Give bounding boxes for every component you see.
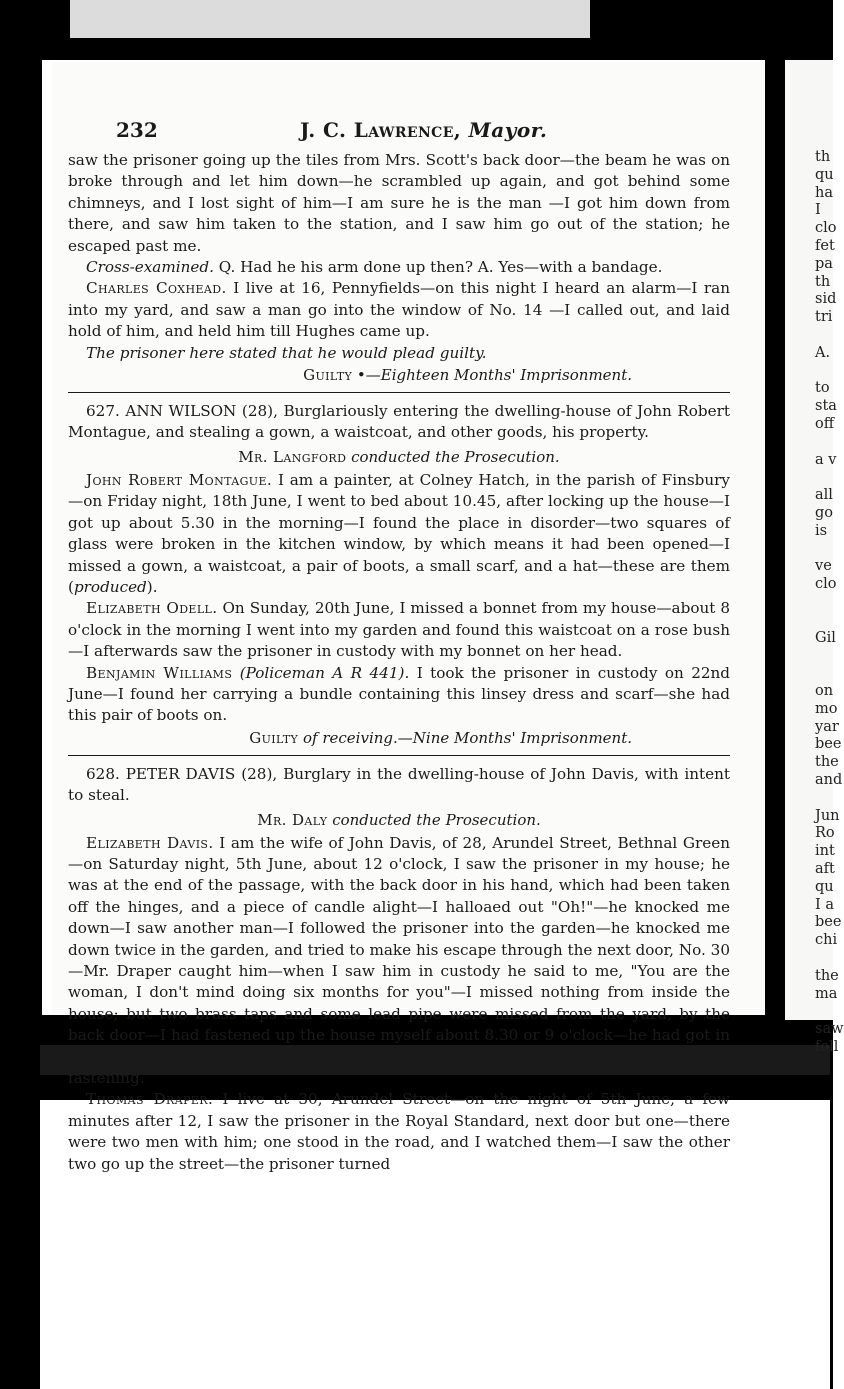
facing-page-fragment: A. — [815, 344, 831, 361]
facing-page-fragment: ve — [815, 558, 832, 575]
witness-text: I am the wife of John Davis, of 28, Arundel Street, Bethnal Green—on Saturday night, 5th June, about 12 o'clock, I saw the prisoner in my house; he was at the end of the passage, with the back door in his hand, which had been taken off the hinges, and a piece of candle alight—I halloaed out "Oh!"—he knocked me down—I saw another man—I followed the prisoner into the garden—he knocked me down twice in the garden, and tried to make his escape through the next door, No. 30—Mr. Draper caught him—when I saw him in custody he said to me, "You are the woman, I don't mind doing six months for you"—I missed nothing from inside the house; but two brass taps and some lead pipe were missed from the yard, by the back door—I had fastened up the house myself about 8.30 or 9 o'clock—he had got in by opening the kitchen window—I found that broken so that he could undo the fastening. — [68, 833, 730, 1088]
facing-page-fragment: Gil — [815, 629, 836, 646]
running-title-name: J. C. Lawrence, — [300, 118, 462, 142]
witness-name: Elizabeth Odell. — [86, 599, 218, 618]
facing-page-fragment: sid — [815, 291, 837, 308]
witness-montague — [68, 470, 730, 598]
case-628-heading: 628. PETER DAVIS (28), Burglary in the dwelling-house of John Davis, with intent to steal. — [68, 764, 730, 805]
facing-page-fragment: sta — [815, 398, 837, 415]
witness-text: I live at 16, Pennyfields—on this night I heard an alarm—I ran into my yard, and saw a man go into the window of No. 14 —I called out, and laid hold of him, and held him till Hughes came up. — [68, 279, 731, 341]
facing-page-fragment: qu — [815, 878, 834, 895]
verdict-word: Guilty — [303, 366, 353, 385]
facing-page-fragment: bee — [815, 914, 842, 931]
case-627-counsel — [68, 446, 730, 468]
verdict-word: Guilty — [249, 728, 299, 747]
witness-role: (Policeman A R 441). — [239, 663, 410, 682]
case-626-testimony: saw the prisoner going up the tiles from Mrs. Scott's back door—the beam he was on broke through and let him down—he scrambled up again, and got behind some chimneys, and I lost sight of him—I am sure he is the man —I got him down from there, and saw him taken to the station, and I saw him go out of the station; he escaped past me. — [68, 151, 730, 255]
witness-name: Thomas Draper. — [86, 1090, 214, 1109]
facing-page-fragment: clo — [815, 576, 837, 593]
verdict-626 — [68, 364, 730, 386]
counsel-role: conducted the Prosecution. — [332, 810, 541, 829]
witness-williams — [68, 663, 730, 727]
cross-examination — [68, 257, 730, 278]
facing-page-fragment: the — [815, 754, 839, 771]
witness-elizabeth-davis — [68, 833, 730, 1090]
verdict-627 — [68, 727, 730, 749]
facing-page-fragment: ma — [815, 985, 838, 1002]
case-divider — [68, 392, 730, 393]
facing-page-fragment: th — [815, 149, 831, 165]
witness-text: I live at 30, Arundel Street—on the night of 5th June, a few minutes after 12, I saw the prisoner in the Royal Standard, next door but one—there were two men with him; one stood in the road, and I watched them—I saw the other two go up the street—the prisoner turned — [68, 1090, 731, 1173]
counsel-name: Mr. Langford — [238, 447, 347, 466]
verdict-sentence: —Eighteen Months' Imprisonment. — [365, 366, 632, 385]
cross-label: Cross-examined. — [86, 258, 214, 277]
witness-name: Charles Coxhead. — [86, 279, 227, 298]
verdict-sentence: of receiving.—Nine Months' Imprisonment. — [303, 728, 632, 747]
facing-page-fragment: aft — [815, 861, 835, 877]
page-number: 232 — [116, 118, 158, 142]
facing-page-fragment: fet — [815, 238, 835, 254]
case-divider — [68, 755, 730, 756]
prisoner-statement — [68, 343, 730, 364]
statement-text: The prisoner here stated that he would plead guilty. — [86, 343, 487, 362]
facing-page-fragment: off — [815, 416, 835, 432]
facing-page-fragment: tri — [815, 309, 833, 326]
film-edge — [70, 0, 590, 38]
facing-page-fragment: th — [815, 273, 831, 290]
facing-page-fragment: is — [815, 522, 828, 539]
facing-page-fragment: chi — [815, 932, 838, 949]
facing-page-fragment: all — [815, 487, 833, 504]
facing-page-fragment: on — [815, 683, 834, 699]
facing-page-fragment: clo — [815, 220, 837, 237]
facing-page-fragment: ha — [815, 184, 833, 201]
facing-page-fragment: to — [815, 380, 830, 397]
counsel-name: Mr. Daly — [257, 810, 328, 829]
counsel-role: conducted the Prosecution. — [351, 447, 560, 466]
facing-page-fragment: bee — [815, 736, 842, 753]
witness-odell — [68, 598, 730, 662]
facing-page-fragment: go — [815, 505, 834, 521]
facing-page-fragment: saw — [815, 1021, 844, 1038]
facing-page-fragment: int — [815, 843, 835, 860]
case-628-counsel — [68, 809, 730, 831]
witness-text: I am a painter, at Colney Hatch, in the parish of Finsbury—on Friday night, 18th June, I went to bed about 10.45, after locking up the house—I got up about 5.30 in the morning—I found the place in disorder—two squares of glass were broken in the kitchen window, by which means it had been opened—I missed a gown, a waistcoat, a pair of boots, a small scarf, and a hat—these are them ( — [68, 470, 730, 596]
facing-page-fragment: and — [815, 772, 843, 788]
produced-note: produced — [73, 577, 147, 596]
running-head — [68, 108, 730, 150]
witness-text: On Sunday, 20th June, I missed a bonnet from my house—about 8 o'clock in the morning I went into my garden and found this waistcoat on a rose bush—I afterwards saw the prisoner in custody with my bonnet on her head. — [68, 599, 731, 661]
cross-text: Q. Had he his arm done up then? A. Yes—with a bandage. — [218, 258, 663, 277]
facing-page-fragment: Ro — [815, 825, 835, 842]
book-gutter — [765, 40, 785, 1040]
witness-name: John Robert Montague. — [86, 470, 273, 489]
verdict-mark: • — [356, 366, 366, 385]
facing-page-fragment: the — [815, 967, 839, 984]
witness-draper — [68, 1089, 730, 1175]
facing-page-fragment: mo — [815, 700, 838, 717]
running-title — [300, 118, 547, 142]
facing-page-fragment: foll — [815, 1039, 839, 1055]
witness-text-end: ). — [146, 577, 158, 596]
facing-page-fragment: I — [815, 202, 821, 219]
facing-page-fragment: pa — [815, 255, 833, 272]
facing-page — [785, 60, 844, 1055]
facing-page-fragment: qu — [815, 166, 834, 183]
running-title-role: Mayor. — [468, 118, 548, 142]
page-content — [68, 108, 730, 1175]
witness-name: Elizabeth Davis. — [86, 833, 214, 852]
witness-coxhead — [68, 278, 730, 342]
facing-page-fragment: a v — [815, 451, 837, 468]
facing-page-fragment: yar — [815, 718, 839, 735]
witness-name: Benjamin Williams — [86, 663, 233, 682]
case-627-heading: 627. ANN WILSON (28), Burglariously entering the dwelling-house of John Robert Montague, and stealing a gown, a waistcoat, and other goods, his property. — [68, 402, 730, 442]
facing-page-fragment: I a — [815, 896, 834, 913]
facing-page-fragment: Jun — [815, 807, 840, 824]
witness-text: I took the prisoner in custody on 22nd June—I found her carrying a bundle containing this linsey dress and scarf—she had this pair of boots on. — [68, 663, 731, 725]
